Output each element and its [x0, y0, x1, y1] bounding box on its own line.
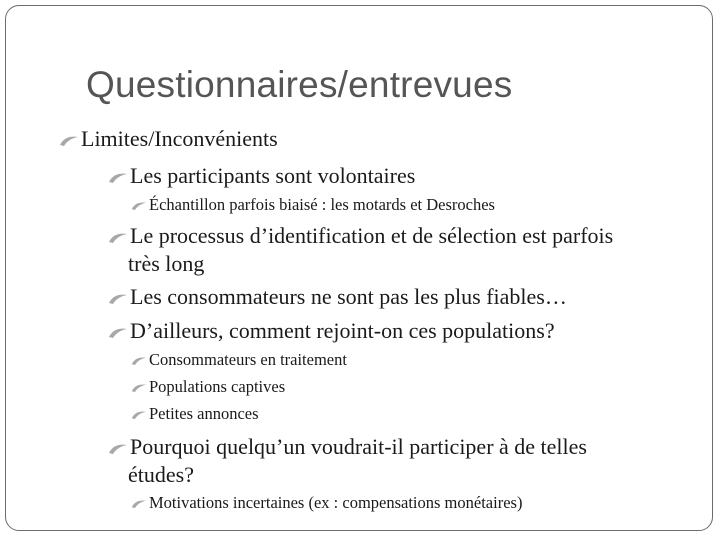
bullet-processus — [108, 223, 613, 249]
curved-wing-bullet-icon — [108, 293, 128, 305]
bullet-echantillon — [131, 195, 495, 215]
bullet-text: Populations captives — [149, 377, 286, 396]
curved-wing-bullet-icon — [59, 135, 79, 147]
curved-wing-bullet-icon — [131, 499, 147, 509]
curved-wing-bullet-icon — [108, 327, 128, 339]
bullet-text: Pourquoi quelqu’un voudrait-il participer à de telles — [130, 434, 587, 459]
curved-wing-bullet-icon — [131, 201, 147, 211]
bullet-text: Limites/Inconvénients — [81, 126, 278, 151]
bullet-limites — [59, 126, 278, 152]
curved-wing-bullet-icon — [131, 410, 147, 420]
bullet-consommateurs — [108, 284, 567, 310]
bullet-text: Consommateurs en traitement — [149, 350, 347, 369]
bullet-text: D’ailleurs, comment rejoint-on ces populations? — [130, 318, 555, 343]
bullet-motivations — [131, 493, 522, 513]
bullet-text: Le processus d’identification et de sélection est parfois — [130, 223, 614, 248]
bullet-traitement — [131, 350, 347, 370]
bullet-text: Échantillon parfois biaisé : les motards et Desroches — [149, 195, 495, 214]
bullet-text: Motivations incertaines (ex : compensations monétaires) — [149, 493, 523, 512]
slide — [5, 5, 713, 531]
bullet-volontaires — [108, 163, 415, 189]
bullet-processus-continuation: très long — [128, 251, 205, 276]
bullet-text: Les consommateurs ne sont pas les plus fiables… — [130, 284, 567, 309]
bullet-ailleurs — [108, 318, 555, 344]
curved-wing-bullet-icon — [131, 383, 147, 393]
bullet-text: Petites annonces — [149, 404, 259, 423]
bullet-annonces — [131, 404, 259, 424]
slide-title: Questionnaires/entrevues — [86, 64, 513, 105]
curved-wing-bullet-icon — [131, 356, 147, 366]
curved-wing-bullet-icon — [108, 172, 128, 184]
curved-wing-bullet-icon — [108, 443, 128, 455]
bullet-text: Les participants sont volontaires — [130, 163, 416, 188]
bullet-pourquoi — [108, 434, 587, 460]
curved-wing-bullet-icon — [108, 232, 128, 244]
bullet-pourquoi-continuation: études? — [128, 462, 194, 487]
bullet-captives — [131, 377, 285, 397]
